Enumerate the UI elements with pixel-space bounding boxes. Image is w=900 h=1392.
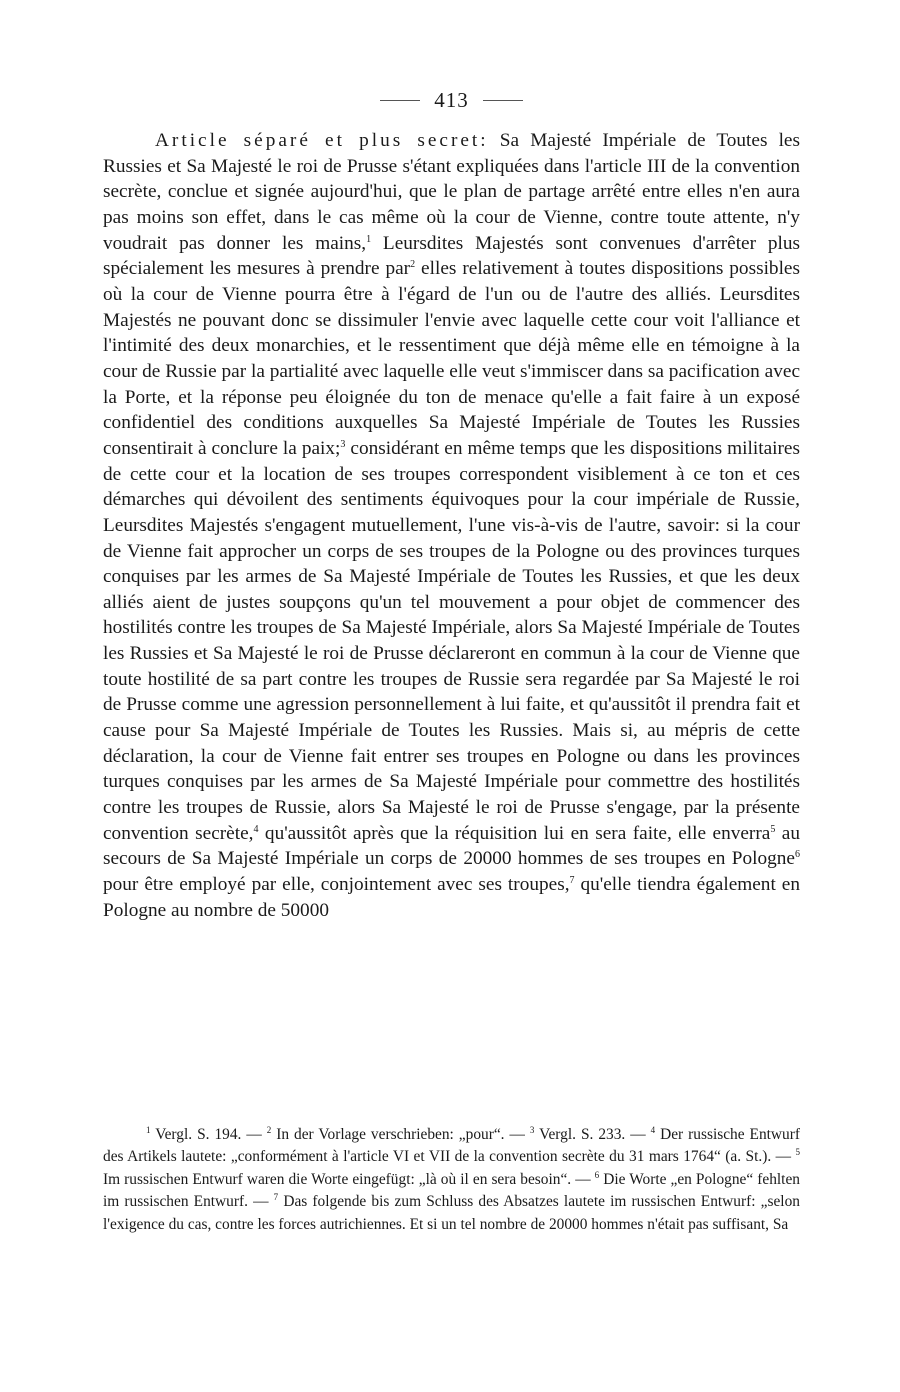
footnote-text: Im russischen Entwurf waren die Worte eingefügt: „là où il en sera besoin“. — [103, 1170, 595, 1188]
footnote-text: Das folgende bis zum Schluss des Absatzes lautete im russischen Entwurf: „selon l'exigence du cas, contre les forces autrichiennes. Et si un tel nombre de 20000 hommes n'était pas suffisant, Sa [103, 1193, 800, 1233]
footnote-text: Die Worte „en Pologne“ fehlten im russischen Entwurf. — [103, 1170, 800, 1211]
text-segment: considérant en même temps que les dispositions militaires de cette cour et la location de ses troupes correspondent visiblement à ce ton et ces démarches qui dévoilent des sentiments équivoques pour la cour impériale de Russie, Leursdites Majestés s'engagent mutuellement, l'une vis-à-vis de l'autre, savoir: si la cour de Vienne fait approcher un corps de ses troupes de la Pologne ou des provinces turques conquises par les armes de Sa Majesté Impériale de Toutes les Russies, et que les deux alliés aient de justes soupçons qu'un tel mouvement a pour objet de commencer des hostilités contre les troupes de Sa Majesté Impériale, alors Sa Majesté Impériale de Toutes les Russies et Sa Majesté le roi de Prusse déclareront en commun à la cour de Vienne que toute hostilité de sa part contre les troupes de Russie sera regardée par Sa Majesté le roi de Prusse comme une agression personnellement à lui faite, et qu'aussitôt il prendra fait et cause pour Sa Majesté Impériale de Toutes les Russies. Mais si, au mépris de cette déclaration, la cour de Vienne fait entrer ses troupes en Pologne ou dans les provinces turques conquises par les armes de Sa Majesté Impériale pour commettre des hostilités contre les troupes de Russie, alors Sa Majesté le roi de Prusse s'engage, par la présente convention secrète, [103, 437, 800, 844]
footnote-text: Vergl. S. 194. — [150, 1126, 267, 1143]
text-segment: qu'aussitôt après que la réquisition lui en sera faite, elle enverra [258, 822, 771, 844]
footnote-text: Der russische Entwurf des Artikels lautete: „conformément à l'article VI et VII de la convention secrète du 31 mars 1764“ (a. St.). — [103, 1126, 800, 1166]
footnote-ref: 1 [366, 233, 372, 245]
text-segment: qu'elle tiendra également en Pologne au nombre de 50000 [103, 874, 800, 921]
footnote-marker: 7 [273, 1192, 279, 1203]
footnote-marker: 1 [146, 1125, 151, 1135]
text-segment: Leursdites Majestés sont convenues d'arrêter plus spécialement les mesures à prendre par [103, 232, 800, 280]
text-segment: au secours de Sa Majesté Impériale un corps de 20000 hommes de ses troupes en Pologne [103, 822, 800, 870]
footnote-marker: 3 [529, 1125, 535, 1135]
text-segment: Sa Majesté Impériale de Toutes les Russies et Sa Majesté le roi de Prusse s'étant expliquées dans l'article III de la convention secrète, conclue et signée aujourd'hui, que le plan de partage arrêté entre elles n'en aura pas moins son effet, dans le cas même où la cour de Vienne, contre toute attente, n'y voudrait pas donner les mains, [103, 130, 800, 254]
footnote-text: In der Vorlage verschrieben: „pour“. — [271, 1126, 530, 1143]
footnote-ref: 6 [795, 849, 800, 861]
footnote-text: Vergl. S. 233. — [534, 1126, 651, 1143]
footnote-marker: 6 [594, 1169, 600, 1180]
page-number: 413 [434, 87, 469, 112]
footnote-ref: 5 [770, 823, 776, 835]
footnote-marker: 2 [266, 1125, 272, 1135]
text-segment: elles relativement à toutes dispositions possibles où la cour de Vienne pourra être à l'égard de l'un ou de l'autre des alliés. Leursdites Majestés ne pouvant donc se dissimuler l'envie avec laquelle cette cour voit l'alliance et l'intimité des deux monarchies, et le ressentiment que déjà même elle en témoigne à la cour de Russie par la partialité avec laquelle elle veut s'immiscer dans sa pacification avec la Porte, et la réponse peu éloignée du ton de menace qu'elle a fait faire à un exposé confidentiel des conditions auxquelles Sa Majesté Impériale de Toutes les Russies consentirait à conclure la paix; [103, 258, 800, 459]
footnote-ref: 3 [340, 438, 346, 450]
article-paragraph [103, 128, 800, 923]
article-heading: Article séparé et plus secret: [155, 130, 489, 151]
page-body [103, 86, 800, 923]
footnote-ref: 4 [253, 823, 259, 835]
header-rule-left [380, 100, 420, 101]
text-segment: pour être employé par elle, conjointement avec ses troupes, [103, 874, 570, 896]
header-rule-right [483, 100, 523, 101]
footnote-marker: 5 [795, 1147, 800, 1158]
footnotes [103, 1124, 800, 1236]
footnote-ref: 7 [569, 875, 575, 887]
footnote-marker: 4 [650, 1125, 656, 1135]
footnote-ref: 2 [410, 259, 416, 271]
page-header [103, 86, 800, 114]
